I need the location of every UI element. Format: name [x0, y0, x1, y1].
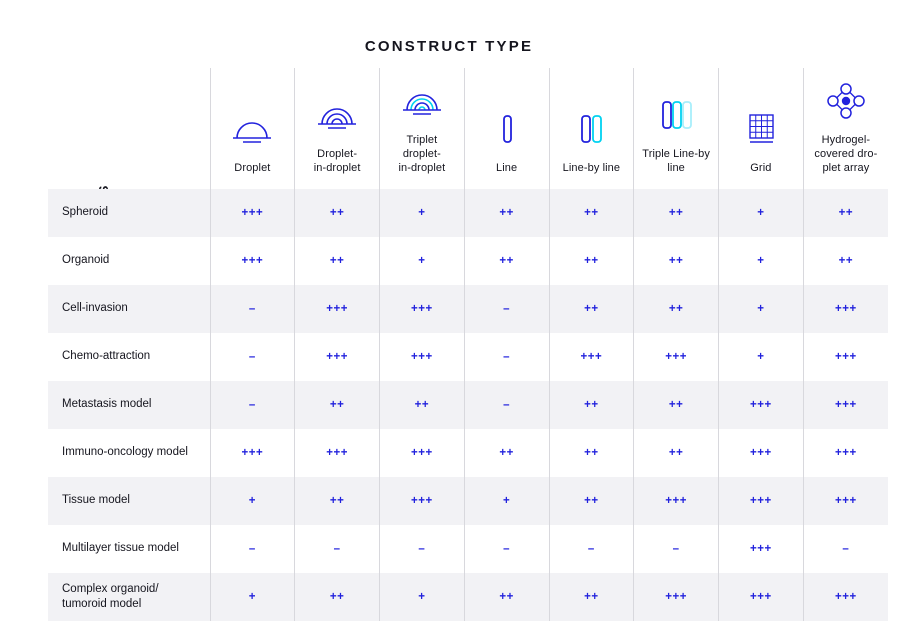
matrix-cell: +++: [210, 429, 295, 477]
triple-line-by-line-icon: [638, 88, 714, 140]
droplet-dome-icon: [215, 102, 291, 154]
matrix-cell: +: [719, 237, 804, 285]
matrix-header-row: [48, 68, 888, 189]
row-label: Multilayer tissue model: [48, 525, 210, 573]
matrix-cell: ++: [464, 573, 549, 621]
matrix-cell: +++: [634, 477, 719, 525]
column-header-droplet-in-droplet: [295, 68, 380, 189]
table-row: [48, 237, 888, 285]
matrix-cell: ++: [634, 189, 719, 237]
matrix-cell: +++: [803, 285, 888, 333]
table-row: [48, 285, 888, 333]
matrix-cell: +: [210, 573, 295, 621]
page-title: CONSTRUCT TYPE: [364, 38, 534, 55]
matrix-cell: –: [464, 333, 549, 381]
matrix-cell: ++: [549, 477, 634, 525]
row-label: Tissue model: [48, 477, 210, 525]
line-by-line-icon: [554, 102, 630, 154]
matrix-cell: –: [464, 285, 549, 333]
row-label: Spheroid: [48, 189, 210, 237]
row-label: Metastasis model: [48, 381, 210, 429]
matrix-cell: –: [295, 525, 380, 573]
matrix-cell: –: [380, 525, 465, 573]
matrix-cell: ++: [803, 189, 888, 237]
matrix-cell: ++: [549, 429, 634, 477]
column-header-grid: [719, 68, 804, 189]
line-icon: [469, 102, 545, 154]
matrix-cell: ++: [464, 429, 549, 477]
matrix-cell: ++: [295, 573, 380, 621]
matrix-cell: ++: [549, 237, 634, 285]
table-row: [48, 189, 888, 237]
matrix-cell: +++: [295, 333, 380, 381]
matrix-cell: ++: [549, 189, 634, 237]
matrix-cell: +++: [380, 285, 465, 333]
matrix-cell: ++: [295, 189, 380, 237]
column-header-label: Triple Line-by line: [642, 147, 710, 174]
matrix-cell: ++: [380, 381, 465, 429]
column-header-label: Hydrogel- covered dro- plet array: [814, 134, 878, 174]
matrix-cell: +++: [634, 573, 719, 621]
droplet-in-droplet-icon: [299, 88, 375, 140]
matrix-cell: +: [380, 237, 465, 285]
matrix-cell: –: [210, 285, 295, 333]
grid-icon: [723, 102, 799, 154]
matrix-cell: ++: [295, 477, 380, 525]
table-row: [48, 525, 888, 573]
matrix-cell: +++: [549, 333, 634, 381]
matrix-cell: +++: [719, 477, 804, 525]
table-row: [48, 333, 888, 381]
matrix-cell: +: [719, 189, 804, 237]
matrix-cell: +: [464, 477, 549, 525]
matrix-cell: –: [803, 525, 888, 573]
column-header-label: Droplet: [234, 161, 271, 174]
column-header-line-by-line: [549, 68, 634, 189]
matrix-cell: +++: [803, 381, 888, 429]
matrix-cell: +: [210, 477, 295, 525]
matrix-cell: –: [464, 525, 549, 573]
matrix-cell: +: [719, 333, 804, 381]
matrix-cell: +: [380, 189, 465, 237]
matrix-cell: +: [719, 285, 804, 333]
matrix-cell: ++: [549, 573, 634, 621]
matrix-cell: +++: [295, 285, 380, 333]
matrix-cell: +++: [380, 333, 465, 381]
matrix-cell: ++: [634, 285, 719, 333]
row-label: Chemo-attraction: [48, 333, 210, 381]
matrix-cell: +: [380, 573, 465, 621]
matrix-cell: +++: [719, 381, 804, 429]
matrix-cell: –: [464, 381, 549, 429]
column-header-triple-line-by-line: [634, 68, 719, 189]
hydrogel-covered-droplet-array-icon: [808, 74, 884, 126]
column-header-label: Line: [496, 161, 518, 174]
column-header-label: Grid: [750, 161, 772, 174]
triplet-droplet-in-droplet-icon: [384, 74, 460, 126]
corner-cell: [48, 68, 210, 189]
matrix-cell: +++: [803, 573, 888, 621]
matrix-cell: +++: [719, 573, 804, 621]
matrix-cell: +++: [295, 429, 380, 477]
matrix-cell: ++: [549, 381, 634, 429]
column-header-hydrogel-covered-droplet-array: [803, 68, 888, 189]
column-header-label: Line-by line: [562, 161, 621, 174]
construct-type-matrix: [48, 68, 888, 621]
table-row: [48, 477, 888, 525]
row-label: Complex organoid/ tumoroid model: [48, 573, 210, 621]
matrix-cell: ++: [634, 381, 719, 429]
matrix-cell: +++: [210, 237, 295, 285]
table-row: [48, 429, 888, 477]
matrix-cell: –: [210, 525, 295, 573]
column-header-label: Triplet droplet- in-droplet: [398, 134, 446, 174]
matrix-cell: ++: [634, 237, 719, 285]
matrix-cell: –: [210, 381, 295, 429]
matrix-cell: ++: [295, 237, 380, 285]
matrix-cell: +++: [803, 429, 888, 477]
matrix-cell: ++: [295, 381, 380, 429]
matrix-cell: ++: [464, 237, 549, 285]
matrix-cell: +++: [719, 525, 804, 573]
row-label: Immuno-oncology model: [48, 429, 210, 477]
matrix-cell: –: [210, 333, 295, 381]
row-label: Cell-invasion: [48, 285, 210, 333]
matrix-cell: +++: [803, 333, 888, 381]
column-header-line: [464, 68, 549, 189]
matrix-cell: +++: [380, 477, 465, 525]
table-row: [48, 573, 888, 621]
column-header-droplet: [210, 68, 295, 189]
matrix-cell: ++: [464, 189, 549, 237]
matrix-cell: –: [549, 525, 634, 573]
matrix-cell: +++: [210, 189, 295, 237]
matrix-cell: ++: [803, 237, 888, 285]
column-header-label: Droplet- in-droplet: [313, 147, 361, 174]
matrix-cell: ++: [634, 429, 719, 477]
column-header-triplet-droplet-in-droplet: [380, 68, 465, 189]
matrix-cell: +++: [719, 429, 804, 477]
table-row: [48, 381, 888, 429]
matrix-cell: +++: [380, 429, 465, 477]
matrix-cell: ++: [549, 285, 634, 333]
row-label: Organoid: [48, 237, 210, 285]
matrix-cell: –: [634, 525, 719, 573]
matrix-cell: +++: [634, 333, 719, 381]
matrix-cell: +++: [803, 477, 888, 525]
